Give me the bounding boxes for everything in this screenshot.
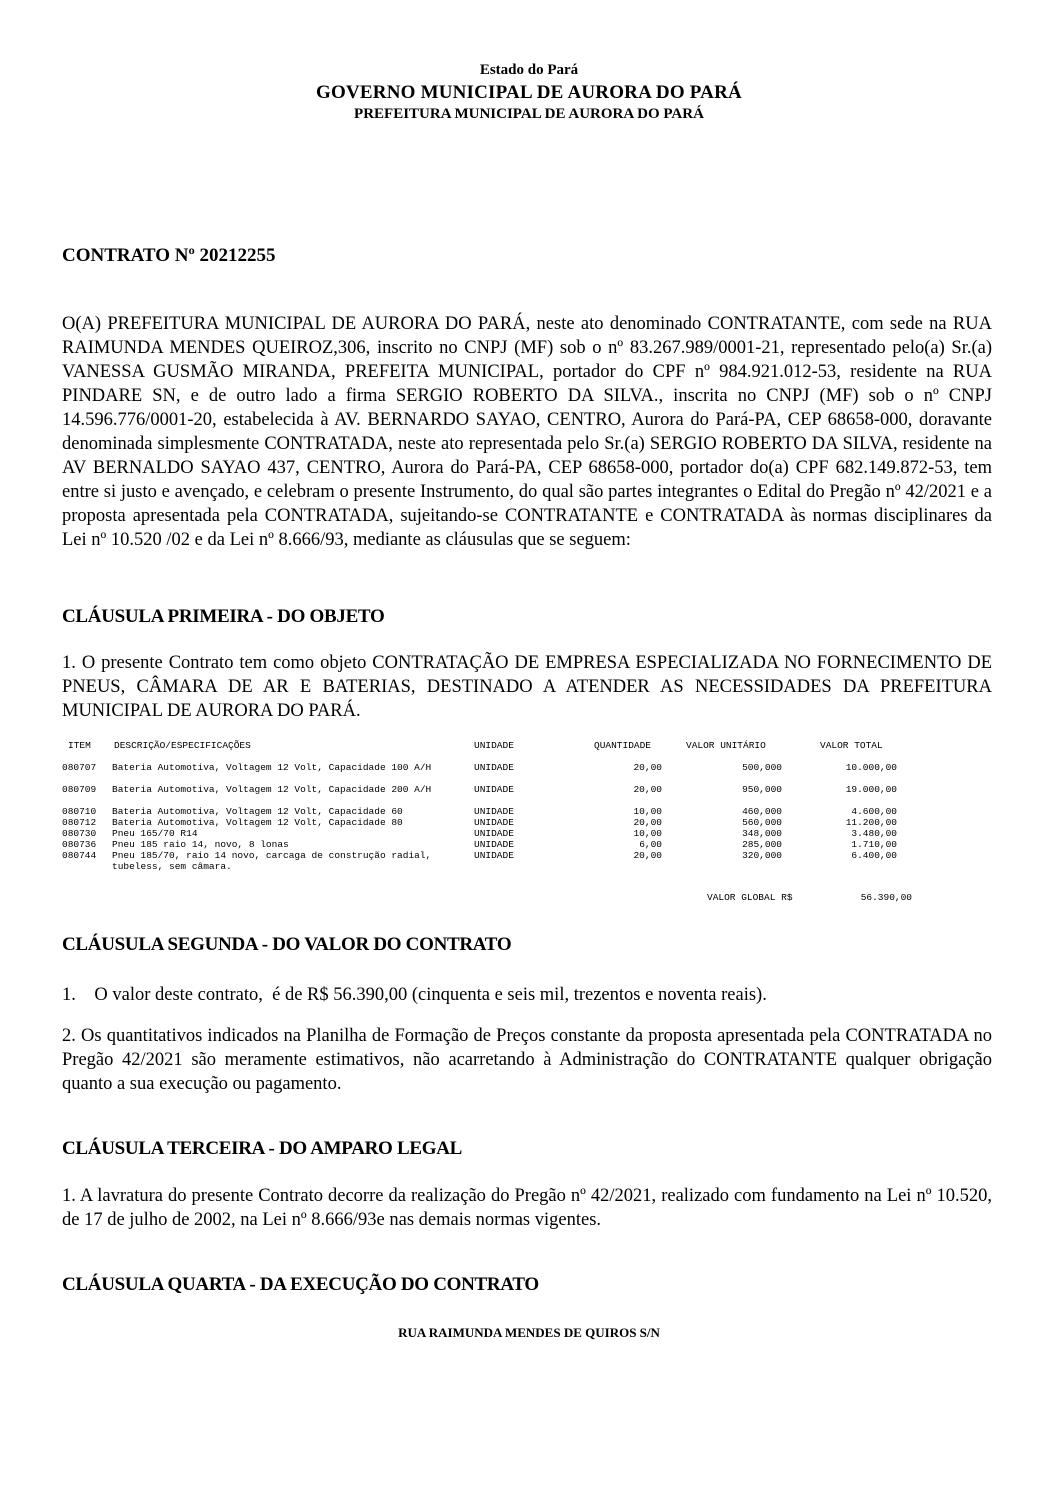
item-quantity: 6,00 <box>639 839 662 850</box>
item-total-value: 10.000,00 <box>845 762 897 773</box>
footer-address: RUA RAIMUNDA MENDES DE QUIROS S/N <box>398 1325 660 1340</box>
header-description: DESCRIÇÃO/ESPECIFICAÇÕES <box>114 740 251 751</box>
item-unit-value: 320,000 <box>742 850 782 861</box>
item-unit: UNIDADE <box>474 784 514 795</box>
item-code: 080710 <box>62 806 97 817</box>
item-code: 080744 <box>62 850 97 861</box>
item-code: 080709 <box>62 784 97 795</box>
clause2-item1: 1. O valor deste contrato, é de R$ 56.390,00 (cinquenta e seis mil, trezentos e noventa reais). <box>62 985 767 1005</box>
item-unit-value: 285,000 <box>742 839 782 850</box>
clause2-item2: 2. Os quantitativos indicados na Planilha de Formação de Preços constante da proposta apresentada pela CONTRATADA no Pregão 42/2021 são meramente estimativos, não acarretando à Administração do CONTRATANTE qualquer obrigação quanto a sua execução ou pagamento. <box>62 1026 992 1094</box>
item-unit: UNIDADE <box>474 762 514 773</box>
item-code: 080712 <box>62 817 97 828</box>
header-total-value: VALOR TOTAL <box>820 740 883 751</box>
clause3-text: 1. A lavratura do presente Contrato decorre da realização do Pregão nº 42/2021, realizado com fundamento na Lei nº 10.520, de 17 de julho de 2002, na Lei nº 8.666/93e nas demais normas vigentes. <box>62 1186 992 1230</box>
item-quantity: 20,00 <box>633 784 662 795</box>
clause1-text: 1. O presente Contrato tem como objeto CONTRATAÇÃO DE EMPRESA ESPECIALIZADA NO FORNECIMENTO DE PNEUS, CÂMARA DE AR E BATERIAS, DESTINADO A ATENDER AS NECESSIDADES DA PREFEITURA MUNICIPAL DE AURORA DO PARÁ. <box>62 653 992 721</box>
item-unit: UNIDADE <box>474 839 514 850</box>
item-total-value: 4.600,00 <box>851 806 897 817</box>
item-code: 080736 <box>62 839 97 850</box>
item-quantity: 10,00 <box>633 828 662 839</box>
item-unit-value: 950,000 <box>742 784 782 795</box>
item-description: Bateria Automotiva, Voltagem 12 Volt, Capacidade 80 <box>112 817 403 828</box>
header-item: ITEM <box>68 740 91 751</box>
item-unit: UNIDADE <box>474 817 514 828</box>
item-unit-value: 500,000 <box>742 762 782 773</box>
header-prefecture: PREFEITURA MUNICIPAL DE AURORA DO PARÁ <box>354 106 704 122</box>
item-unit-value: 348,000 <box>742 828 782 839</box>
item-code: 080730 <box>62 828 97 839</box>
item-code: 080707 <box>62 762 97 773</box>
item-quantity: 20,00 <box>633 817 662 828</box>
item-quantity: 20,00 <box>633 850 662 861</box>
clause2-heading: CLÁUSULA SEGUNDA - DO VALOR DO CONTRATO <box>62 934 512 955</box>
header-state: Estado do Pará <box>479 62 579 78</box>
item-total-value: 1.710,00 <box>851 839 897 850</box>
header-government: GOVERNO MUNICIPAL DE AURORA DO PARÁ <box>316 82 742 103</box>
item-unit: UNIDADE <box>474 850 514 861</box>
item-description: Bateria Automotiva, Voltagem 12 Volt, Capacidade 60 <box>112 806 403 817</box>
item-total-value: 11.200,00 <box>845 817 897 828</box>
item-unit-value: 460,000 <box>742 806 782 817</box>
clause4-heading: CLÁUSULA QUARTA - DA EXECUÇÃO DO CONTRATO <box>62 1274 539 1295</box>
global-value: 56.390,00 <box>860 892 912 903</box>
global-value-label: VALOR GLOBAL R$ <box>707 892 793 903</box>
header-quantity: QUANTIDADE <box>594 740 652 751</box>
header-unit-value: VALOR UNITÁRIO <box>686 740 766 751</box>
item-description: Pneu 185/70, raio 14 novo, carcaga de construção radial, tubeless, sem câmara. <box>112 850 432 872</box>
intro-paragraph: O(A) PREFEITURA MUNICIPAL DE AURORA DO PARÁ, neste ato denominado CONTRATANTE, com sede na RUA RAIMUNDA MENDES QUEIROZ,306, inscrito no CNPJ (MF) sob o nº 83.267.989/0001-21, representado pelo(a) Sr.(a) VANESSA GUSMÃO MIRANDA, PREFEITA MUNICIPAL, portador do CPF nº 984.921.012-53, residente na RUA PINDARE SN, e de outro lado a firma SERGIO ROBERTO DA SILVA., inscrita no CNPJ (MF) sob o nº CNPJ 14.596.776/0001-20, estabelecida à AV. BERNARDO SAYAO, CENTRO, Aurora do Pará-PA, CEP 68658-000, doravante denominada simplesmente CONTRATADA, neste ato representada pelo Sr.(a) SERGIO ROBERTO DA SILVA, residente na AV BERNALDO SAYAO 437, CENTRO, Aurora do Pará-PA, CEP 68658-000, portador do(a) CPF 682.149.872-53, tem entre si justo e avençado, e celebram o presente Instrumento, do qual são partes integrantes o Edital do Pregão nº 42/2021 e a proposta apresentada pela CONTRATADA, sujeitando-se CONTRATANTE e CONTRATADA às normas disciplinares da Lei nº 10.520 /02 e da Lei nº 8.666/93, mediante as cláusulas que se seguem: <box>62 314 992 550</box>
clause3-heading: CLÁUSULA TERCEIRA - DO AMPARO LEGAL <box>62 1138 462 1159</box>
item-total-value: 6.400,00 <box>851 850 897 861</box>
contract-title: CONTRATO Nº 20212255 <box>62 245 276 266</box>
item-unit: UNIDADE <box>474 828 514 839</box>
item-description: Bateria Automotiva, Voltagem 12 Volt, Capacidade 100 A/H <box>112 762 432 773</box>
item-description: Bateria Automotiva, Voltagem 12 Volt, Capacidade 200 A/H <box>112 784 432 795</box>
item-unit: UNIDADE <box>474 806 514 817</box>
item-description: Pneu 165/70 R14 <box>112 828 198 839</box>
item-quantity: 20,00 <box>633 762 662 773</box>
item-total-value: 3.480,00 <box>851 828 897 839</box>
clause1-heading: CLÁUSULA PRIMEIRA - DO OBJETO <box>62 606 385 627</box>
item-description: Pneu 185 raio 14, novo, 8 lonas <box>112 839 289 850</box>
header-unit: UNIDADE <box>474 740 514 751</box>
item-quantity: 10,00 <box>633 806 662 817</box>
item-unit-value: 560,000 <box>742 817 782 828</box>
item-total-value: 19.000,00 <box>845 784 897 795</box>
